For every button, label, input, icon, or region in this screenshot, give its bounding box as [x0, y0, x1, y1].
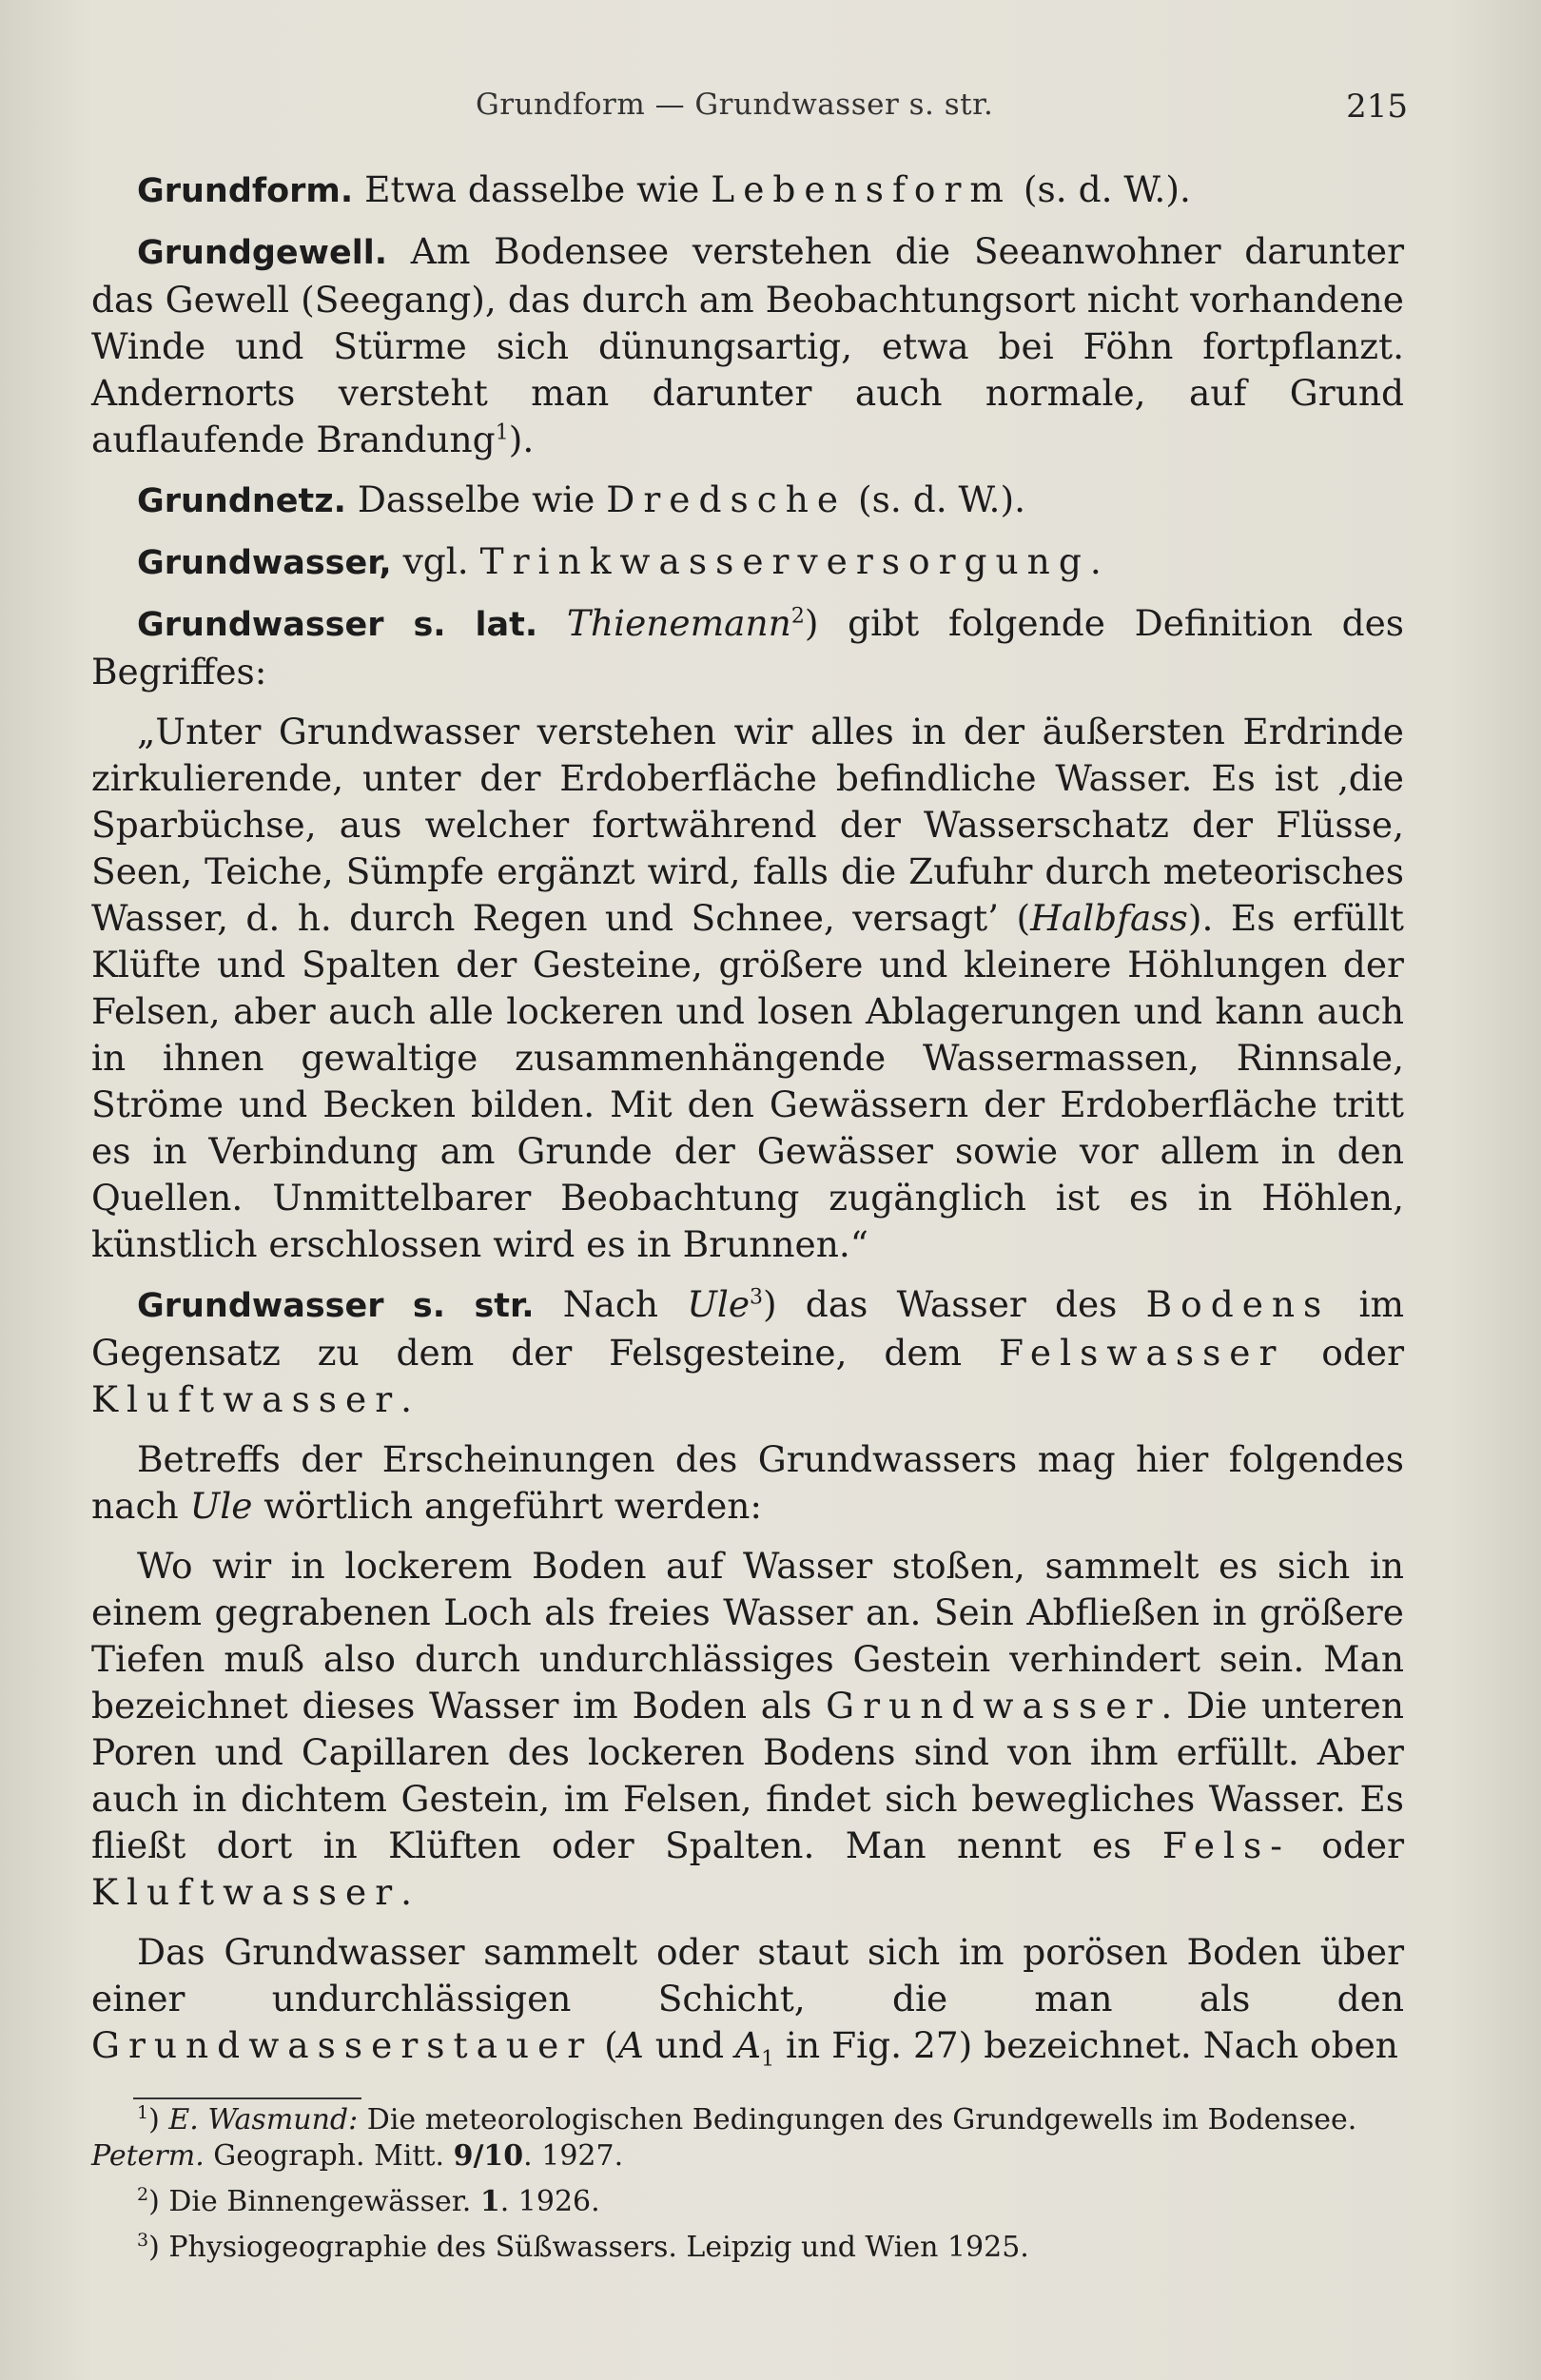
author-name: E. Wasmund:	[168, 2103, 359, 2136]
author-name: Ule	[189, 1485, 253, 1527]
journal-name: Peterm.	[91, 2139, 205, 2173]
entry-grundwasser-str	[91, 1281, 1404, 1423]
paragraph-text: (	[593, 2024, 618, 2066]
cross-reference: Dredsche	[606, 478, 848, 520]
footnotes	[91, 2102, 1404, 2275]
paragraph-text: Betreffs der Erscheinungen des Grundwassers mag hier folgendes nach	[91, 1438, 1404, 1527]
entry-text: .	[400, 1378, 413, 1420]
figure-symbol: A	[617, 2024, 644, 2066]
paragraph-text: Wo wir in lockerem Boden auf Wasser stoßen, sammelt es sich in einem gegrabenen Loch als freies Wasser an. Sein Abfließen in größere Tiefen muß also durch undurchlässiges Gestein verhindert sein. Man bezeichnet dieses Wasser im Boden als	[91, 1545, 1404, 1726]
author-name: Thienemann	[566, 602, 791, 644]
headword: Grundgewell.	[137, 234, 388, 272]
headword: Grundwasser,	[137, 544, 392, 582]
headword: Grundwasser s. lat.	[137, 606, 538, 644]
paragraph-text: .	[400, 1871, 413, 1913]
footnote-text: . 1926.	[499, 2185, 600, 2218]
entry-text	[537, 602, 567, 644]
footnote-marker: 3	[750, 1285, 764, 1310]
paragraph-betreffs	[91, 1436, 1404, 1530]
paragraph-das	[91, 1929, 1404, 2072]
quote-text: „Unter Grundwasser verstehen wir alles in der äußersten Erdrinde zirkulierende, unter der Erdoberfläche befindliche Wasser. Es ist ‚die Sparbüchse, aus welcher fortwährend der Wasserschatz der Flüsse, Seen, Teiche, Sümpfe ergänzt wird, falls die Zufuhr durch meteorisches Wasser, d. h. durch Regen und Schnee, versagt’ (	[91, 711, 1404, 939]
paragraph-text: oder	[1290, 1824, 1404, 1866]
footnote-text: Die Binnengewässer.	[159, 2185, 480, 2218]
footnote-text: . 1927.	[523, 2139, 624, 2173]
entry-grundwasser-vgl	[91, 538, 1404, 587]
page-number: 215	[1346, 88, 1408, 126]
headword: Grundwasser s. str.	[137, 1287, 535, 1325]
footnote-marker: 2	[790, 604, 805, 629]
cross-reference: Lebensform	[711, 168, 1012, 210]
footnote-1: $^1$) E. Wasmund: Die meteorologischen Bedingungen des Grundgewells im Bodensee. Peterm. Geograph. Mitt. 9/10. 1927.	[91, 2102, 1357, 2173]
figure-symbol-subscript: 1	[761, 2047, 775, 2072]
volume-number: 9/10	[453, 2139, 524, 2173]
entry-text: oder	[1284, 1332, 1404, 1374]
footnote-number: 2	[137, 2184, 149, 2205]
footnote-text: Physiogeographie des Süßwassers. Leipzig und Wien 1925.	[159, 2231, 1029, 2264]
spaced-term: Felswasser	[998, 1332, 1285, 1374]
footnote-number: 3	[137, 2230, 149, 2251]
footnote-text: Geograph. Mitt.	[204, 2139, 454, 2173]
spaced-term: Fels-	[1161, 1824, 1291, 1866]
entry-text: vgl.	[391, 540, 480, 582]
spaced-term: Grundwasser	[826, 1685, 1161, 1726]
footnote-2: $^2$) Die Binnengewässer. 1. 1926.	[137, 2184, 600, 2218]
entry-text: ) das Wasser des	[763, 1283, 1146, 1325]
entry-grundnetz	[91, 477, 1404, 525]
author-name: Ule	[687, 1283, 751, 1325]
entry-grundwasser-lat	[91, 600, 1404, 695]
figure-symbol: A	[735, 2024, 762, 2066]
paragraph-text: . Die unteren Poren und Capillaren des lockeren Bodens sind von ihm erfüllt. Aber auch in dichtem Gestein, im Felsen, findet sich bewegliches Wasser. Es fließt dort in Klüften oder Spalten. Man nennt es	[91, 1685, 1404, 1866]
entry-grundgewell	[91, 228, 1404, 463]
paragraph-text: in Fig. 27) bezeichnet. Nach oben	[774, 2024, 1398, 2066]
entry-text: Am Bodensee verstehen die Seeanwohner darunter das Gewell (Seegang), das durch am Beobachtungsort nicht vorhandene Winde und Stürme sich dünungsartig, etwa bei Föhn fortpflanzt. Andernorts versteht man darunter auch normale, auf Grund auflaufende Brandung	[91, 230, 1404, 460]
entry-text: (s. d. W.).	[847, 478, 1026, 520]
page-header	[0, 88, 1541, 135]
spaced-term: Bodens	[1145, 1283, 1331, 1325]
author-name: Halbfass	[1030, 897, 1188, 939]
entry-text: (s. d. W.).	[1011, 168, 1191, 210]
volume-number: 1	[479, 2185, 500, 2218]
paragraph-text: und	[643, 2024, 736, 2066]
entry-grundform	[91, 166, 1404, 215]
paragraph-text: wörtlich angeführt werden:	[252, 1485, 763, 1527]
main-text	[91, 166, 1404, 2082]
quotation	[91, 709, 1404, 1268]
footnote-rule	[133, 2097, 361, 2099]
running-title: Grundform — Grundwasser s. str.	[476, 88, 994, 122]
entry-text: Nach	[534, 1283, 688, 1325]
footnote-3: $^3$) Physiogeographie des Süßwassers. Leipzig und Wien 1925.	[137, 2230, 1029, 2264]
footnote-text: Die meteorologischen Bedingungen des Grundgewells im Bodensee.	[358, 2103, 1357, 2136]
cross-reference: Trinkwasserversorgung	[479, 540, 1090, 582]
paragraph-text: Das Grundwasser sammelt oder staut sich im porösen Boden über einer undurchlässigen Schicht, die man als den	[91, 1931, 1404, 2019]
spaced-term: Kluftwasser	[91, 1871, 401, 1913]
entry-text: im Gegensatz zu dem der Felsgesteine, dem	[91, 1283, 1405, 1374]
headword: Grundform.	[137, 172, 354, 210]
headword: Grundnetz.	[137, 482, 346, 520]
entry-text: ).	[508, 419, 535, 460]
footnote-number: 1	[137, 2102, 149, 2123]
footnote-marker: 1	[495, 420, 509, 445]
paragraph-wo	[91, 1543, 1404, 1916]
entry-text: Dasselbe wie	[345, 478, 607, 520]
entry-text: Etwa dasselbe wie	[353, 168, 712, 210]
quote-text: ). Es erfüllt Klüfte und Spalten der Gesteine, größere und kleinere Höhlungen der Felsen, aber auch alle lockeren und losen Ablagerungen und kann auch in ihnen gewaltige zusammenhängende Wassermassen, Rinnsale, Ströme und Becken bilden. Mit den Gewässern der Erdoberfläche tritt es in Verbindung am Grunde der Gewässer sowie vor allem in den Quellen. Unmittelbarer Beobachtung zugänglich ist es in Höhlen, künstlich erschlossen wird es in Brunnen.“	[91, 897, 1405, 1265]
spaced-term: Kluftwasser	[91, 1378, 401, 1420]
entry-text: ) gibt folgende Definition des Begriffes:	[91, 602, 1405, 693]
spaced-term: Grundwasserstauer	[91, 2024, 594, 2066]
entry-text: .	[1089, 540, 1102, 582]
